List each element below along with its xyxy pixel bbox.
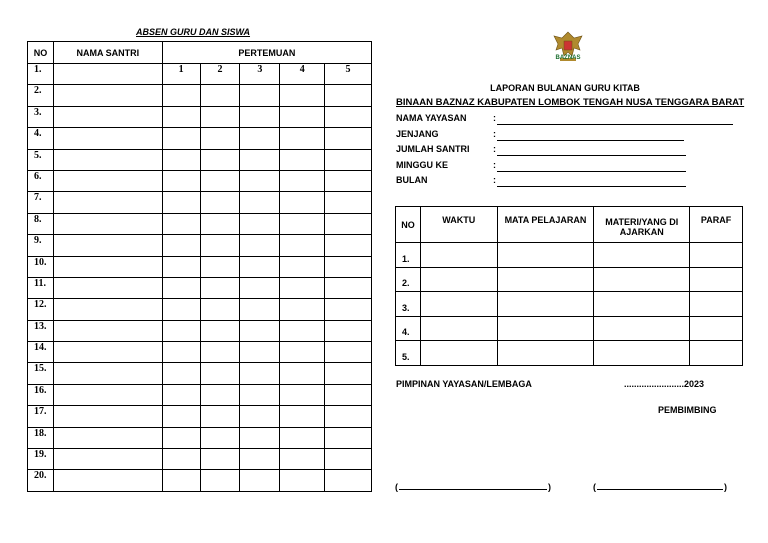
field-input-line[interactable] <box>497 186 686 187</box>
attendance-cell[interactable] <box>200 149 240 170</box>
attendance-row <box>28 128 372 149</box>
attendance-cell[interactable] <box>200 128 240 149</box>
student-name-cell[interactable] <box>53 299 162 320</box>
student-name-cell[interactable] <box>53 149 162 170</box>
attendance-cell[interactable] <box>325 128 372 149</box>
attendance-cell[interactable] <box>240 235 280 256</box>
attendance-cell[interactable] <box>162 384 200 405</box>
field-label: JENJANG <box>396 128 439 139</box>
report-row-number: 2. <box>396 267 421 292</box>
subject-cell[interactable] <box>497 267 594 292</box>
attendance-cell[interactable] <box>200 299 240 320</box>
report-header-row <box>396 207 743 243</box>
field-label: BULAN <box>396 175 428 185</box>
garuda-emblem-icon <box>550 28 586 68</box>
attendance-cell[interactable] <box>325 342 372 363</box>
attendance-row <box>28 363 372 384</box>
attendance-row <box>28 406 372 427</box>
attendance-cell[interactable] <box>280 470 325 491</box>
attendance-cell[interactable] <box>280 342 325 363</box>
student-name-cell[interactable] <box>53 170 162 191</box>
attendance-cell[interactable] <box>162 427 200 448</box>
report-header-subject: MATA PELAJARAN <box>497 207 594 243</box>
supervisor-sig-open: ( <box>593 482 596 492</box>
attendance-cell[interactable] <box>240 384 280 405</box>
date-text: ........................2023 <box>624 379 705 389</box>
attendance-row <box>28 192 372 213</box>
row-number: 20. <box>28 470 54 491</box>
attendance-cell[interactable] <box>200 363 240 384</box>
attendance-cell[interactable] <box>200 427 240 448</box>
attendance-cell[interactable] <box>200 213 240 234</box>
attendance-title: ABSEN GURU DAN SISWA <box>136 27 251 37</box>
attendance-cell[interactable] <box>325 449 372 470</box>
attendance-cell[interactable] <box>325 213 372 234</box>
attendance-cell[interactable] <box>325 406 372 427</box>
leader-signature-line <box>395 482 551 492</box>
attendance-cell[interactable] <box>280 406 325 427</box>
student-name-cell[interactable] <box>53 64 162 85</box>
attendance-row <box>28 170 372 191</box>
attendance-row <box>28 277 372 298</box>
attendance-cell[interactable] <box>162 449 200 470</box>
supervisor-label: PEMBIMBING <box>658 405 717 415</box>
sign-cell[interactable] <box>690 316 743 341</box>
attendance-cell[interactable] <box>240 85 280 106</box>
student-name-cell[interactable] <box>53 277 162 298</box>
attendance-cell[interactable] <box>240 170 280 191</box>
attendance-cell[interactable] <box>162 128 200 149</box>
student-name-cell[interactable] <box>53 384 162 405</box>
student-name-cell[interactable] <box>53 449 162 470</box>
subject-cell[interactable] <box>497 316 594 341</box>
attendance-cell[interactable] <box>325 149 372 170</box>
row-number: 12. <box>28 299 54 320</box>
attendance-cell[interactable] <box>240 149 280 170</box>
attendance-cell[interactable] <box>280 384 325 405</box>
row-number: 18. <box>28 427 54 448</box>
attendance-cell[interactable] <box>325 192 372 213</box>
student-name-cell[interactable] <box>53 406 162 427</box>
attendance-cell[interactable] <box>280 256 325 277</box>
row-number: 6. <box>28 170 54 191</box>
attendance-cell[interactable] <box>325 299 372 320</box>
field-colon: : <box>493 128 496 139</box>
leader-sig-open: ( <box>395 482 398 492</box>
time-cell[interactable] <box>420 292 497 317</box>
row-number: 4. <box>28 128 54 149</box>
report-row-number: 1. <box>396 243 421 268</box>
attendance-cell[interactable] <box>280 320 325 341</box>
row-number: 10. <box>28 256 54 277</box>
meeting-number: 4 <box>280 64 325 85</box>
attendance-cell[interactable] <box>162 470 200 491</box>
attendance-cell[interactable] <box>240 192 280 213</box>
sign-cell[interactable] <box>690 292 743 317</box>
header-meeting: PERTEMUAN <box>162 42 371 64</box>
report-title: LAPORAN BULANAN GURU KITAB <box>490 83 640 93</box>
attendance-cell[interactable] <box>325 363 372 384</box>
attendance-cell[interactable] <box>280 363 325 384</box>
field-label: JUMLAH SANTRI <box>396 144 470 154</box>
meeting-number: 2 <box>200 64 240 85</box>
field-label: NAMA YAYASAN <box>396 113 467 123</box>
attendance-cell[interactable] <box>325 384 372 405</box>
subject-cell[interactable] <box>497 341 594 366</box>
row-number: 1. <box>28 64 54 85</box>
attendance-cell[interactable] <box>240 213 280 234</box>
row-number: 19. <box>28 449 54 470</box>
attendance-cell[interactable] <box>280 170 325 191</box>
attendance-cell[interactable] <box>325 85 372 106</box>
attendance-cell[interactable] <box>240 449 280 470</box>
attendance-cell[interactable] <box>200 320 240 341</box>
field-input-line[interactable] <box>497 155 686 156</box>
attendance-cell[interactable] <box>240 363 280 384</box>
attendance-cell[interactable] <box>200 170 240 191</box>
attendance-cell[interactable] <box>280 299 325 320</box>
report-row <box>396 292 743 317</box>
attendance-row <box>28 470 372 491</box>
attendance-cell[interactable] <box>200 449 240 470</box>
attendance-cell[interactable] <box>162 342 200 363</box>
attendance-cell[interactable] <box>162 149 200 170</box>
student-name-cell[interactable] <box>53 256 162 277</box>
attendance-cell[interactable] <box>280 85 325 106</box>
field-colon: : <box>493 159 496 170</box>
attendance-cell[interactable] <box>240 106 280 127</box>
student-name-cell[interactable] <box>53 128 162 149</box>
attendance-cell[interactable] <box>162 256 200 277</box>
attendance-cell[interactable] <box>240 406 280 427</box>
leader-sig-close: ) <box>548 482 551 492</box>
attendance-cell[interactable] <box>325 427 372 448</box>
student-name-cell[interactable] <box>53 106 162 127</box>
material-cell[interactable] <box>594 341 690 366</box>
row-number: 16. <box>28 384 54 405</box>
student-name-cell[interactable] <box>53 192 162 213</box>
sign-cell[interactable] <box>690 341 743 366</box>
report-header-sign: PARAF <box>690 207 743 243</box>
attendance-cell[interactable] <box>280 213 325 234</box>
attendance-cell[interactable] <box>200 277 240 298</box>
attendance-cell[interactable] <box>240 320 280 341</box>
report-row <box>396 316 743 341</box>
attendance-cell[interactable] <box>280 235 325 256</box>
meeting-number: 1 <box>162 64 200 85</box>
row-number: 2. <box>28 85 54 106</box>
attendance-cell[interactable] <box>200 406 240 427</box>
student-name-cell[interactable] <box>53 470 162 491</box>
attendance-cell[interactable] <box>280 192 325 213</box>
report-header-time: WAKTU <box>420 207 497 243</box>
attendance-cell[interactable] <box>280 128 325 149</box>
attendance-cell[interactable] <box>280 149 325 170</box>
subject-cell[interactable] <box>497 292 594 317</box>
attendance-cell[interactable] <box>162 235 200 256</box>
field-label: MINGGU KE <box>396 159 449 170</box>
attendance-cell[interactable] <box>162 363 200 384</box>
student-name-cell[interactable] <box>53 85 162 106</box>
attendance-row <box>28 299 372 320</box>
logo-text: BAZNAS <box>555 55 581 61</box>
time-cell[interactable] <box>420 341 497 366</box>
attendance-cell[interactable] <box>240 342 280 363</box>
time-cell[interactable] <box>420 316 497 341</box>
field-input-line[interactable] <box>497 140 684 141</box>
attendance-header-row <box>28 42 372 64</box>
row-number: 8. <box>28 213 54 234</box>
attendance-cell[interactable] <box>200 256 240 277</box>
attendance-cell[interactable] <box>162 170 200 191</box>
attendance-cell[interactable] <box>325 256 372 277</box>
attendance-row <box>28 64 372 85</box>
report-row <box>396 267 743 292</box>
report-header-material: MATERI/YANG DI AJARKAN <box>594 207 690 243</box>
attendance-cell[interactable] <box>240 256 280 277</box>
attendance-row <box>28 384 372 405</box>
attendance-cell[interactable] <box>240 427 280 448</box>
attendance-cell[interactable] <box>325 277 372 298</box>
student-name-cell[interactable] <box>53 320 162 341</box>
row-number: 7. <box>28 192 54 213</box>
field-colon: : <box>493 175 496 185</box>
attendance-cell[interactable] <box>325 235 372 256</box>
row-number: 13. <box>28 320 54 341</box>
row-number: 15. <box>28 363 54 384</box>
header-no: NO <box>28 42 54 64</box>
attendance-cell[interactable] <box>162 406 200 427</box>
attendance-cell[interactable] <box>325 106 372 127</box>
attendance-row <box>28 342 372 363</box>
time-cell[interactable] <box>420 267 497 292</box>
student-name-cell[interactable] <box>53 213 162 234</box>
report-table <box>395 206 743 366</box>
report-subtitle: BINAAN BAZNAZ KABUPATEN LOMBOK TENGAH NUSA TENGGARA BARAT <box>396 97 745 108</box>
attendance-row <box>28 85 372 106</box>
row-number: 5. <box>28 149 54 170</box>
leader-label: PIMPINAN YAYASAN/LEMBAGA <box>396 379 532 389</box>
attendance-cell[interactable] <box>162 320 200 341</box>
report-row-number: 5. <box>396 341 421 366</box>
attendance-table <box>27 41 372 492</box>
attendance-cell[interactable] <box>200 342 240 363</box>
field-input-line[interactable] <box>497 171 686 172</box>
attendance-cell[interactable] <box>280 106 325 127</box>
row-number: 14. <box>28 342 54 363</box>
attendance-cell[interactable] <box>200 106 240 127</box>
header-name: NAMA SANTRI <box>53 42 162 64</box>
attendance-cell[interactable] <box>162 277 200 298</box>
meeting-number: 3 <box>240 64 280 85</box>
attendance-cell[interactable] <box>162 192 200 213</box>
report-row-number: 3. <box>396 292 421 317</box>
report-row <box>396 341 743 366</box>
supervisor-sig-close: ) <box>724 482 727 492</box>
row-number: 11. <box>28 277 54 298</box>
attendance-cell[interactable] <box>200 192 240 213</box>
attendance-cell[interactable] <box>280 277 325 298</box>
sign-cell[interactable] <box>690 243 743 268</box>
material-cell[interactable] <box>594 267 690 292</box>
attendance-cell[interactable] <box>240 277 280 298</box>
field-colon: : <box>493 113 496 123</box>
subject-cell[interactable] <box>497 243 594 268</box>
attendance-row <box>28 427 372 448</box>
attendance-cell[interactable] <box>200 470 240 491</box>
report-row-number: 4. <box>396 316 421 341</box>
row-number: 17. <box>28 406 54 427</box>
report-row <box>396 243 743 268</box>
attendance-cell[interactable] <box>240 470 280 491</box>
sign-cell[interactable] <box>690 267 743 292</box>
supervisor-signature-line <box>593 482 727 492</box>
attendance-cell[interactable] <box>325 170 372 191</box>
baznas-logo <box>550 28 586 68</box>
row-number: 9. <box>28 235 54 256</box>
report-header-no: NO <box>396 207 421 243</box>
attendance-row <box>28 213 372 234</box>
row-number: 3. <box>28 106 54 127</box>
attendance-row <box>28 449 372 470</box>
attendance-cell[interactable] <box>162 213 200 234</box>
attendance-cell[interactable] <box>325 470 372 491</box>
attendance-row <box>28 256 372 277</box>
attendance-cell[interactable] <box>240 128 280 149</box>
attendance-cell[interactable] <box>162 106 200 127</box>
attendance-cell[interactable] <box>280 449 325 470</box>
student-name-cell[interactable] <box>53 342 162 363</box>
student-name-cell[interactable] <box>53 363 162 384</box>
attendance-row <box>28 149 372 170</box>
material-cell[interactable] <box>594 292 690 317</box>
attendance-cell[interactable] <box>200 235 240 256</box>
attendance-cell[interactable] <box>162 299 200 320</box>
attendance-cell[interactable] <box>162 85 200 106</box>
attendance-cell[interactable] <box>280 427 325 448</box>
time-cell[interactable] <box>420 243 497 268</box>
material-cell[interactable] <box>594 243 690 268</box>
attendance-row <box>28 235 372 256</box>
student-name-cell[interactable] <box>53 235 162 256</box>
meeting-number: 5 <box>325 64 372 85</box>
student-name-cell[interactable] <box>53 427 162 448</box>
attendance-cell[interactable] <box>200 384 240 405</box>
attendance-cell[interactable] <box>200 85 240 106</box>
material-cell[interactable] <box>594 316 690 341</box>
attendance-cell[interactable] <box>325 320 372 341</box>
field-input-line[interactable] <box>497 124 733 125</box>
attendance-cell[interactable] <box>240 299 280 320</box>
field-colon: : <box>493 144 496 154</box>
attendance-row <box>28 106 372 127</box>
attendance-row <box>28 320 372 341</box>
